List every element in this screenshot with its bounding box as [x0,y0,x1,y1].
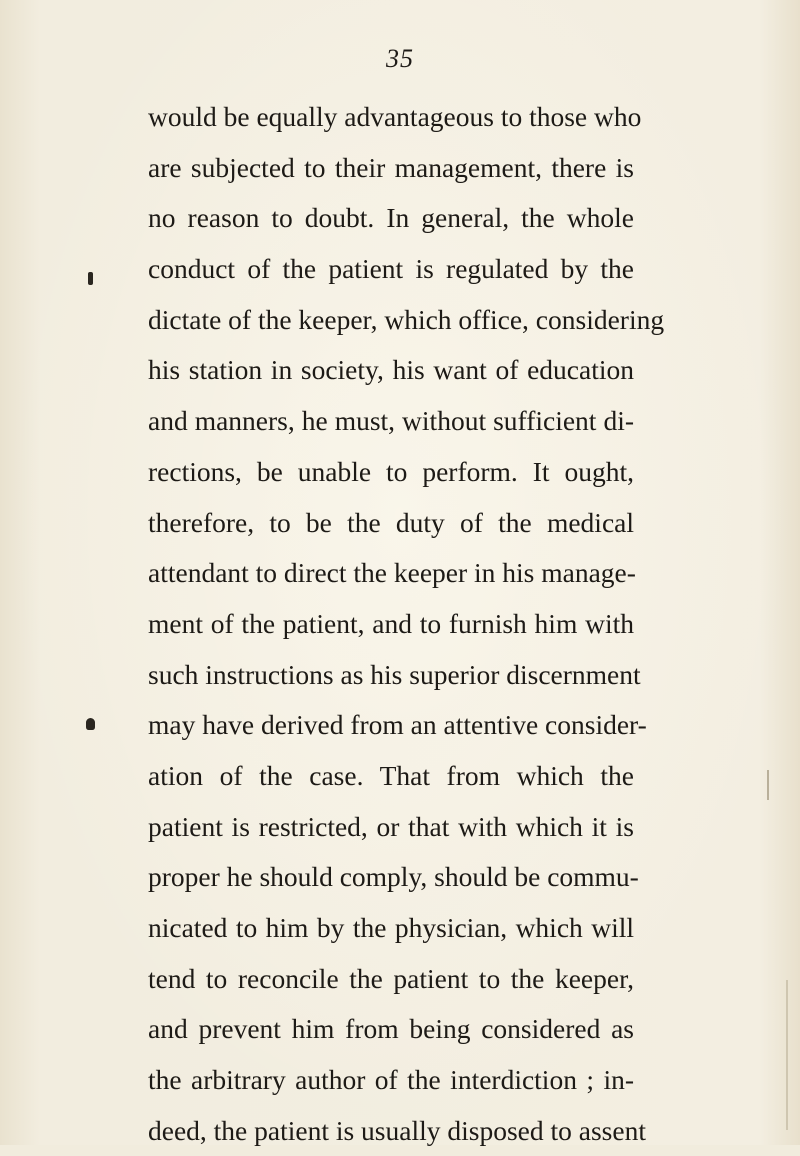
text-line: tend to reconcile the patient to the keeper, [148,962,634,994]
page-number: 35 [386,44,414,73]
text-line: patient is restricted, or that with which it is [148,810,634,842]
page-edge-mark [786,980,788,1130]
text-line: ation of the case. That from which the [148,759,634,791]
text-line: would be equally advantageous to those who [148,101,642,132]
text-line: such instructions as his superior discernment [148,658,641,690]
text-line: are subjected to their management, there is [148,151,634,183]
text-line: ment of the patient, and to furnish him with [148,607,634,639]
text-line: conduct of the patient is regulated by the [148,253,634,285]
ink-blot [86,718,95,730]
body-text [148,92,665,1156]
text-line: deed, the patient is usually disposed to assent [148,1114,646,1146]
text-line: and prevent him from being considered as [148,1013,634,1045]
text-line: rections, be unable to perform. It ought, [148,455,634,487]
page-edge-mark [767,770,769,800]
text-line: may have derived from an attentive consider- [148,709,647,741]
text-line: proper he should comply, should be commu- [148,861,639,893]
text-line: no reason to doubt. In general, the whole [148,202,634,234]
text-line: dictate of the keeper, which office, considering [148,303,665,335]
text-line: his station in society, his want of education [148,354,634,386]
ink-blot [88,272,93,285]
text-line: therefore, to be the duty of the medical [148,506,634,538]
text-line: and manners, he must, without sufficient di- [148,405,634,437]
text-line: nicated to him by the physician, which will [148,912,634,943]
text-line: attendant to direct the keeper in his manage- [148,557,636,589]
text-line: the arbitrary author of the interdiction ; in- [148,1064,634,1096]
